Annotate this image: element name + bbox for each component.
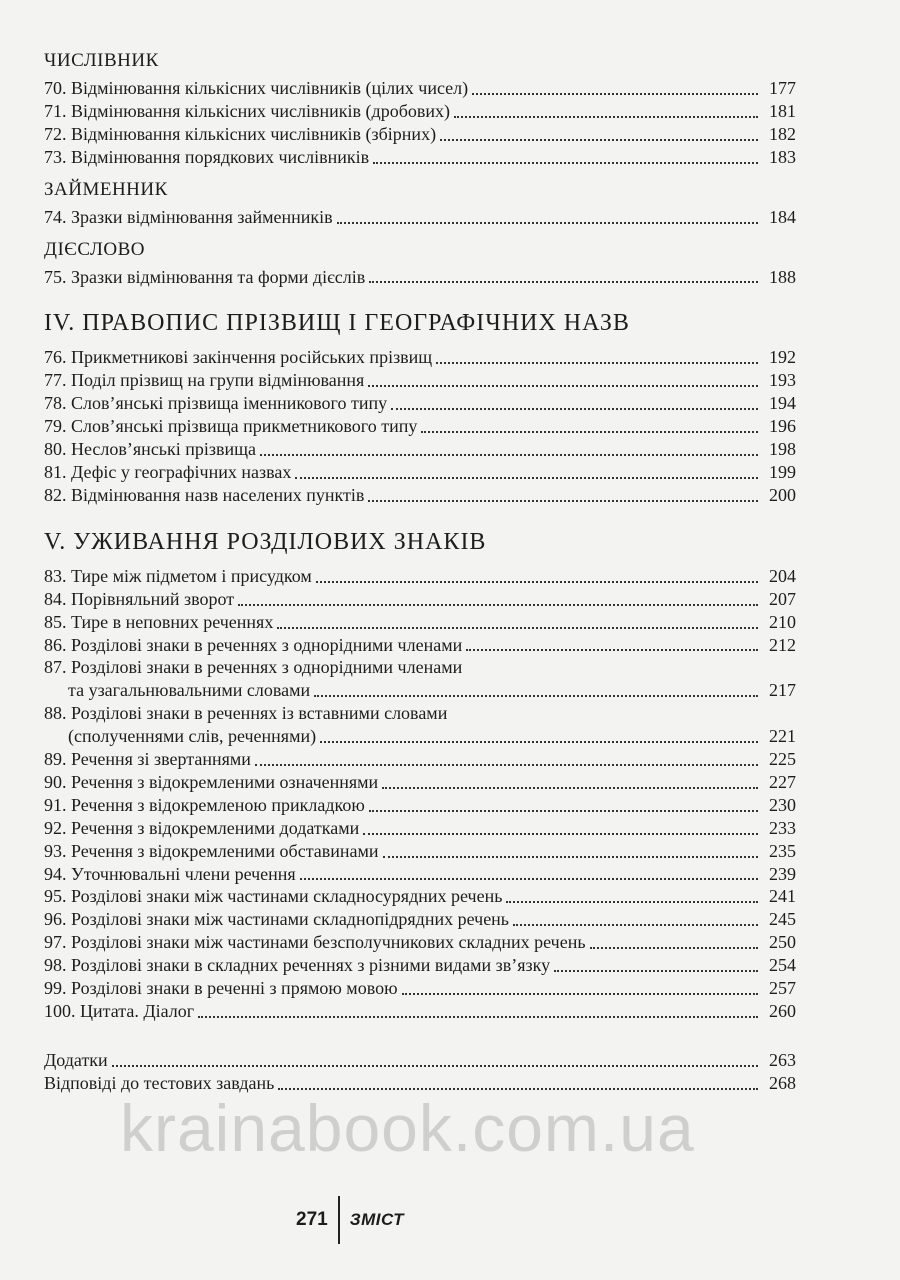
dot-leader <box>300 878 758 880</box>
dot-leader <box>369 281 758 283</box>
toc-entry-title: 76. Прикметникові закінчення російських прізвищ <box>44 347 433 368</box>
toc-entry[interactable] <box>44 817 796 840</box>
footer-divider <box>338 1196 340 1244</box>
dot-leader <box>590 947 758 949</box>
dot-leader <box>369 810 758 812</box>
toc-entry-page: 204 <box>769 565 796 586</box>
toc-entry-page: 212 <box>769 634 796 655</box>
toc-list-verb <box>44 266 796 289</box>
dot-leader <box>436 362 758 364</box>
section-heading-verb: ДІЄСЛОВО <box>44 238 146 260</box>
toc-entry-page: 254 <box>769 955 796 976</box>
toc-entry-page: 192 <box>769 347 796 368</box>
toc-entry-title: Відповіді до тестових завдань <box>44 1072 275 1093</box>
toc-entry-page: 181 <box>769 100 796 121</box>
part-heading-v: V. УЖИВАННЯ РОЗДІЛОВИХ ЗНАКІВ <box>44 528 487 555</box>
toc-entry[interactable] <box>44 1072 796 1095</box>
dot-leader <box>368 385 758 387</box>
toc-list-numeral <box>44 77 796 169</box>
dot-leader <box>238 604 758 606</box>
toc-entry-page: 210 <box>769 611 796 632</box>
toc-entry-title: 85. Тире в неповних реченнях <box>44 611 274 632</box>
toc-entry[interactable] <box>44 771 796 794</box>
page-number: 271 <box>296 1209 328 1230</box>
toc-entry[interactable] <box>44 369 796 392</box>
toc-entry-page: 199 <box>769 461 796 482</box>
toc-entry-title: 91. Речення з відокремленою прикладкою <box>44 794 365 815</box>
section-heading-pronoun: ЗАЙМЕННИК <box>44 178 168 200</box>
toc-entry-title: 78. Слов’янські прізвища іменникового типу <box>44 393 388 414</box>
toc-entry[interactable] <box>44 206 796 229</box>
toc-entry-title: 75. Зразки відмінювання та форми дієслів <box>44 266 366 287</box>
toc-entry-page: 230 <box>769 794 796 815</box>
dot-leader <box>368 500 758 502</box>
toc-entry-page: 260 <box>769 1001 796 1021</box>
footer-label: ЗМІСТ <box>349 1210 405 1229</box>
toc-entry-page: 268 <box>769 1072 796 1093</box>
toc-entry[interactable] <box>44 863 796 886</box>
toc-entry-title: 84. Порівняльний зворот <box>44 588 235 609</box>
dot-leader <box>363 833 758 835</box>
toc-entry-title: 90. Речення з відокремленими означеннями <box>44 771 379 792</box>
toc-entry-page: 250 <box>769 932 796 953</box>
dot-leader <box>337 222 758 224</box>
toc-entry[interactable] <box>44 123 796 146</box>
toc-entry[interactable] <box>44 392 796 415</box>
toc-entry-page: 235 <box>769 840 796 861</box>
toc-entry[interactable] <box>44 346 796 369</box>
toc-list-part5 <box>44 565 796 1023</box>
toc-entry-page: 221 <box>769 726 796 747</box>
toc-entry[interactable] <box>44 885 796 908</box>
dot-leader <box>513 924 758 926</box>
toc-entry[interactable] <box>44 634 796 657</box>
dot-leader <box>316 581 758 583</box>
toc-entry[interactable] <box>44 840 796 863</box>
toc-entry-title-line2: та узагальнювальними словами <box>68 680 311 701</box>
toc-entry-title: Додатки <box>44 1049 108 1070</box>
toc-entry-title: 71. Відмінювання кількісних числівників (дробових) <box>44 100 450 121</box>
dot-leader <box>373 162 758 164</box>
toc-entry-page: 245 <box>769 909 796 930</box>
section-heading-numeral: ЧИСЛІВНИК <box>44 50 159 71</box>
toc-entry-title-line2: (сполученнями слів, реченнями) <box>68 726 317 747</box>
toc-entry-title: 82. Відмінювання назв населених пунктів <box>44 484 365 505</box>
toc-list-appendix <box>44 1049 796 1095</box>
toc-entry-title: 86. Розділові знаки в реченнях з однорідними членами <box>44 634 463 655</box>
toc-entry-title: 95. Розділові знаки між частинами складносурядних речень <box>44 886 503 907</box>
toc-entry-title: 96. Розділові знаки між частинами складнопідрядних речень <box>44 909 510 930</box>
toc-entry[interactable] <box>44 977 796 1000</box>
dot-leader <box>382 787 758 789</box>
toc-entry-title: 93. Речення з відокремленими обставинами <box>44 840 379 861</box>
toc-entry-continuation <box>44 679 796 702</box>
toc-entry-page: 177 <box>769 78 796 98</box>
toc-entry-continuation <box>44 725 796 748</box>
toc-entry-page: 183 <box>769 146 796 167</box>
dot-leader <box>278 1088 758 1090</box>
part-heading-iv: IV. ПРАВОПИС ПРІЗВИЩ І ГЕОГРАФІЧНИХ НАЗВ <box>44 310 630 337</box>
toc-entry-page: 196 <box>769 416 796 437</box>
toc-entry-page: 194 <box>769 393 796 414</box>
table-of-contents <box>44 40 796 1095</box>
toc-entry-title: 81. Дефіс у географічних назвах <box>44 461 292 482</box>
toc-entry-title: 74. Зразки відмінювання займенників <box>44 206 333 227</box>
dot-leader <box>383 856 758 858</box>
toc-entry[interactable] <box>44 954 796 977</box>
toc-entry-title: 79. Слов’янські прізвища прикметникового типу <box>44 416 418 437</box>
toc-entry[interactable] <box>44 656 796 702</box>
toc-entry[interactable] <box>44 438 796 461</box>
toc-entry-title: 94. Уточнювальні члени речення <box>44 863 296 884</box>
dot-leader <box>402 993 758 995</box>
toc-entry-page: 182 <box>769 123 796 144</box>
dot-leader <box>255 764 758 766</box>
toc-entry[interactable] <box>44 461 796 484</box>
toc-entry-title: 80. Неслов’янські прізвища <box>44 439 256 460</box>
toc-entry-page: 227 <box>769 771 796 792</box>
toc-entry-page: 233 <box>769 817 796 838</box>
toc-list-pronoun <box>44 206 796 229</box>
toc-entry[interactable] <box>44 794 796 817</box>
toc-entry-page: 184 <box>769 206 796 227</box>
watermark: krainabook.com.ua <box>120 1091 695 1165</box>
toc-entry[interactable] <box>44 908 796 931</box>
toc-entry-title: 73. Відмінювання порядкових числівників <box>44 146 370 167</box>
toc-entry[interactable] <box>44 611 796 634</box>
dot-leader <box>421 431 758 433</box>
dot-leader <box>391 408 758 410</box>
toc-entry-title: 92. Речення з відокремленими додатками <box>44 817 360 838</box>
toc-entry[interactable] <box>44 565 796 588</box>
toc-entry[interactable] <box>44 77 796 100</box>
spacer <box>44 1023 796 1049</box>
toc-entry-title: 98. Розділові знаки в складних реченнях з різними видами зв’язку <box>44 955 551 976</box>
toc-entry-page: 188 <box>769 266 796 287</box>
toc-entry[interactable] <box>44 1049 796 1072</box>
toc-entry-page: 263 <box>769 1049 796 1070</box>
toc-entry-title: 99. Розділові знаки в реченні з прямою мовою <box>44 978 398 999</box>
dot-leader <box>320 741 758 743</box>
toc-list-part4 <box>44 346 796 506</box>
dot-leader <box>440 139 758 141</box>
toc-entry-page: 257 <box>769 978 796 999</box>
dot-leader <box>295 477 758 479</box>
toc-entry-page: 239 <box>769 863 796 884</box>
toc-entry[interactable] <box>44 146 796 169</box>
toc-entry[interactable] <box>44 1000 796 1023</box>
toc-entry[interactable] <box>44 100 796 123</box>
dot-leader <box>198 1016 758 1018</box>
dot-leader <box>112 1065 758 1067</box>
toc-entry[interactable] <box>44 748 796 771</box>
dot-leader <box>472 93 758 95</box>
dot-leader <box>260 454 758 456</box>
dot-leader <box>554 970 758 972</box>
dot-leader <box>314 695 758 697</box>
toc-entry[interactable] <box>44 588 796 611</box>
toc-entry[interactable] <box>44 266 796 289</box>
toc-entry-title: 77. Поділ прізвищ на групи відмінювання <box>44 370 365 391</box>
toc-entry[interactable] <box>44 702 796 748</box>
toc-entry[interactable] <box>44 484 796 507</box>
toc-entry-title: 72. Відмінювання кількісних числівників (збірних) <box>44 123 437 144</box>
toc-entry-page: 217 <box>769 680 796 701</box>
toc-entry-page: 241 <box>769 886 796 907</box>
toc-entry-title: 70. Відмінювання кількісних числівників (цілих чисел) <box>44 78 469 98</box>
toc-entry-title: 88. Розділові знаки в реченнях із вставними словами <box>44 703 448 724</box>
toc-entry-page: 200 <box>769 484 796 505</box>
dot-leader <box>454 116 758 118</box>
page-footer <box>296 1196 404 1244</box>
toc-entry-page: 193 <box>769 370 796 391</box>
toc-entry-page: 225 <box>769 749 796 770</box>
toc-entry-title: 100. Цитата. Діалог <box>44 1001 195 1021</box>
dot-leader <box>277 627 758 629</box>
toc-entry-title: 87. Розділові знаки в реченнях з однорідними членами <box>44 657 463 678</box>
toc-entry-page: 207 <box>769 588 796 609</box>
toc-entry-title: 89. Речення зі звертаннями <box>44 749 251 770</box>
toc-entry-title: 97. Розділові знаки між частинами безсполучникових складних речень <box>44 932 586 953</box>
dot-leader <box>466 649 758 651</box>
toc-entry-title: 83. Тире між підметом і присудком <box>44 565 312 586</box>
toc-entry[interactable] <box>44 415 796 438</box>
toc-entry[interactable] <box>44 931 796 954</box>
toc-entry-page: 198 <box>769 439 796 460</box>
dot-leader <box>506 901 758 903</box>
